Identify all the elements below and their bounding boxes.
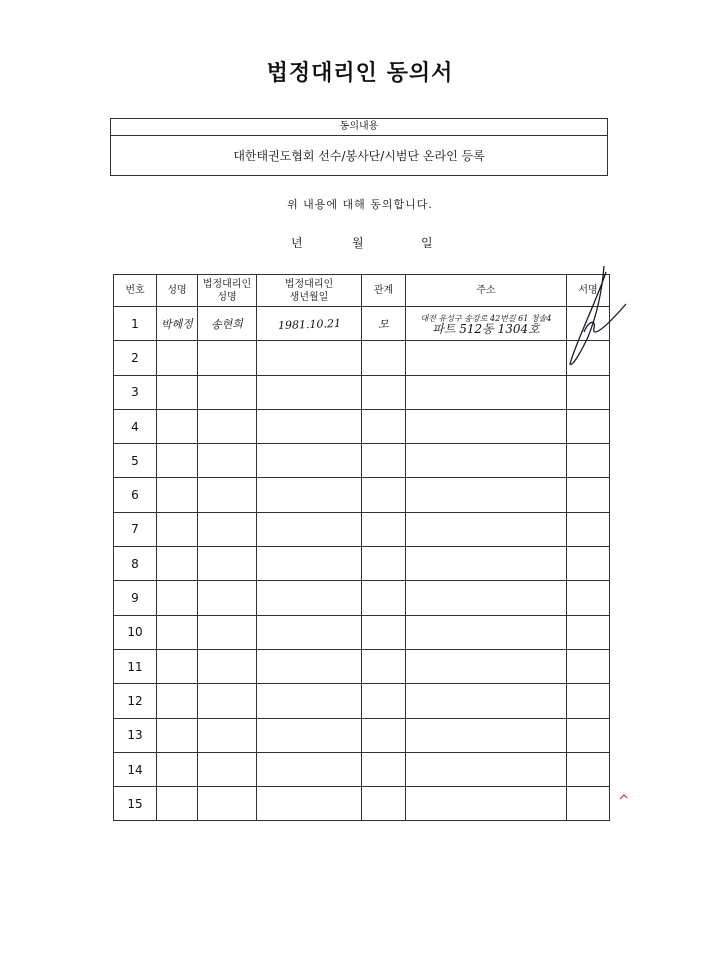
row-number: 10 <box>114 615 157 649</box>
header-name: 성명 <box>157 275 198 307</box>
table-row <box>114 547 610 581</box>
red-pen-mark <box>618 792 630 802</box>
page-title: 법정대리인 동의서 <box>266 61 454 86</box>
table-row <box>114 478 610 512</box>
guardian-table <box>113 274 610 821</box>
row-number: 4 <box>114 409 157 443</box>
row-number: 2 <box>114 341 157 375</box>
table-row <box>114 512 610 546</box>
row-relation: 모 <box>362 307 406 341</box>
row-address-line2: 파트 512동 1304호 <box>432 321 540 336</box>
header-guardian-name: 법정대리인 성명 <box>198 275 257 307</box>
row-guardian-name: 송현희 <box>198 307 257 341</box>
row-address-line1: 대전 유성구 송강로 42번길 61 청솔4 <box>420 313 552 323</box>
date-year-label: 년 <box>291 236 303 250</box>
row-address <box>406 307 567 341</box>
handwritten-signature <box>566 262 636 372</box>
table-header-row <box>114 275 610 307</box>
header-address: 주소 <box>406 275 567 307</box>
row-number: 13 <box>114 718 157 752</box>
row-name: 박혜정 <box>157 307 198 341</box>
table-row <box>114 375 610 409</box>
row-number: 8 <box>114 547 157 581</box>
row-number: 1 <box>114 307 157 341</box>
consent-content: 대한태권도협회 선수/봉사단/시범단 온라인 등록 <box>233 149 485 163</box>
consent-box <box>110 118 608 176</box>
table-row <box>114 341 610 375</box>
table-row <box>114 307 610 341</box>
table-row <box>114 649 610 683</box>
header-relation: 관계 <box>362 275 406 307</box>
row-number: 11 <box>114 649 157 683</box>
header-guardian-birth: 법정대리인 생년월일 <box>257 275 362 307</box>
row-number: 9 <box>114 581 157 615</box>
table-row <box>114 615 610 649</box>
table-row <box>114 409 610 443</box>
header-signature: 서명 <box>567 275 610 307</box>
row-guardian-birth: 1981.10.21 <box>257 307 362 341</box>
row-number: 15 <box>114 787 157 821</box>
table-row <box>114 581 610 615</box>
row-number: 6 <box>114 478 157 512</box>
header-number: 번호 <box>114 275 157 307</box>
table-row <box>114 444 610 478</box>
consent-header: 동의내용 <box>111 119 607 136</box>
row-number: 3 <box>114 375 157 409</box>
table-row <box>114 752 610 786</box>
date-month-label: 월 <box>352 236 364 250</box>
agreement-statement: 위 내용에 대해 동의합니다. <box>287 198 433 211</box>
table-row <box>114 787 610 821</box>
row-number: 14 <box>114 752 157 786</box>
date-day-label: 일 <box>421 236 433 250</box>
table-row <box>114 718 610 752</box>
table-row <box>114 684 610 718</box>
row-number: 12 <box>114 684 157 718</box>
row-number: 5 <box>114 444 157 478</box>
row-number: 7 <box>114 512 157 546</box>
